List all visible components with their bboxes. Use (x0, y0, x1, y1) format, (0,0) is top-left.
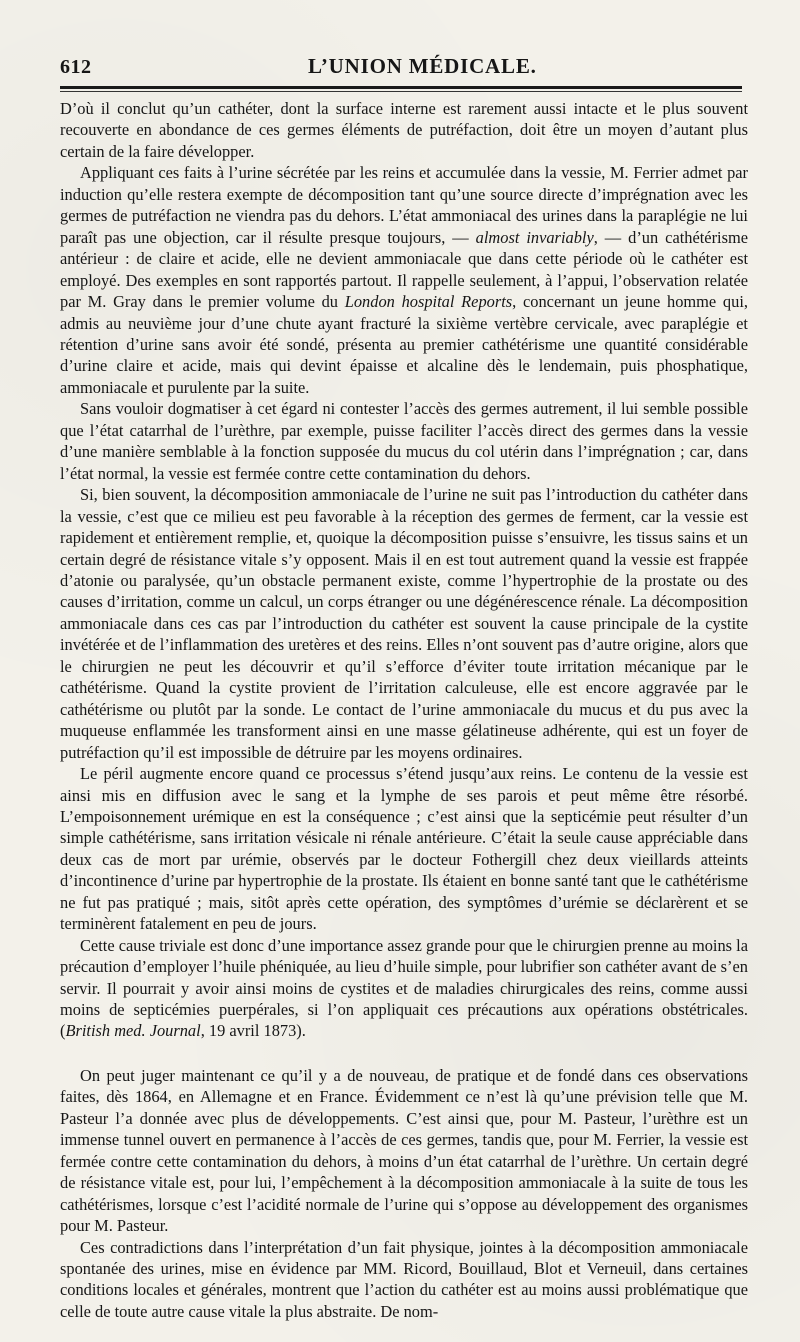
paragraph-2-italic-2: London hospital Reports (344, 292, 513, 312)
section-gap (60, 1042, 748, 1065)
paragraph-2-part-3: , concernant un jeune homme qui, admis au neuvième jour d’une chute ayant fracturé la sixième vertèbre cervicale, avec paraplégie et rétention d’urine sans avoir été sondé, présenta au premier cathétérisme une quantité considérable d’urine claire et acide, mais qui devint épaisse et alcaline dès le lendemain, puis phosphatique, ammoniacale et purulente par la suite. (60, 292, 748, 397)
paragraph-2-italic-1: almost invariably (475, 227, 594, 247)
paragraph-2 (60, 162, 748, 398)
paragraph-1: D’où il conclut qu’un cathéter, dont la surface interne est rarement aussi intacte et le plus souvent recouverte en abondance de ces germes éléments de putréfaction, doit être un moyen d’autant plus certain de la faire développer. (60, 99, 748, 161)
paragraph-3: Sans vouloir dogmatiser à cet égard ni contester l’accès des germes autrement, il lui semble possible que l’état catarrhal de l’urèthre, par exemple, puisse faciliter l’accès direct des germes dans la vessie d’une manière semblable à la fonction supposée du mucus du col utérin dans l’imprégnation ; car, dans l’état normal, la vessie est fermée contre cette contamination du dehors. (60, 399, 748, 483)
commentary-block (60, 1065, 748, 1322)
page-number: 612 (60, 56, 92, 78)
page-header (60, 52, 742, 89)
journal-title: L’UNION MÉDICALE. (308, 54, 537, 78)
paragraph-6-part-1: Cette cause triviale est donc d’une importance assez grande pour que le chirurgien prenne au moins la précaution d’employer l’huile phéniquée, au lieu d’huile simple, pour lubrifier son cathéter avant de s’en servir. Il pourrait y avoir ainsi moins de cystites et de maladies chirurgicales des reins, comme aussi moins de septicémies puerpérales, si l’on appliquait ces précautions aux opérations obstétricales. ( (60, 935, 748, 1041)
paragraph-6 (60, 935, 748, 1042)
paragraph-7: On peut juger maintenant ce qu’il y a de nouveau, de pratique et de fondé dans ces observations faites, dès 1864, en Allemagne et en France. Évidemment ce n’est là qu’une prévision telle que M. Pasteur l’a donnée avec plus de développements. C’est ainsi que, pour M. Pasteur, l’urèthre est un immense tunnel ouvert en permanence à l’accès de ces germes, tandis que, pour M. Ferrier, la vessie est fermée contre cette contamination du dehors, à moins d’un état catarrhal de l’urèthre. Un certain degré de résistance vitale est, pour lui, l’empêchement à la décomposition ammoniacale à la suite de tous les cathétérismes, lorsque c’est l’acidité normale de l’urine qui s’oppose au développement des organismes pour M. Pasteur. (60, 1065, 748, 1236)
paragraph-2-part-1: Appliquant ces faits à l’urine sécrétée par les reins et accumulée dans la vessie, M. Ferrier admet par induction qu’elle restera exempte de décomposition tant qu’une source directe d’imprégnation avec les germes de putréfaction ne viendra pas du dehors. L’état ammoniacal des urines dans la paraplégie ne lui paraît pas une objection, car il résulte presque toujours, — (60, 163, 748, 247)
paragraph-6-italic: British med. Journal (65, 1021, 201, 1041)
paragraph-8: Ces contradictions dans l’interprétation d’un fait physique, jointes à la décomposition ammoniacale spontanée des urines, mise en évidence par MM. Ricord, Bouillaud, Blot et Verneuil, dans certaines conditions locales et générales, montrent que l’action du cathéter est au moins aussi problématique que celle de toute autre cause vitale la plus abstraite. De nom- (60, 1237, 748, 1321)
paragraph-6-part-2: , 19 avril 1873). (200, 1021, 306, 1041)
article-body (60, 98, 748, 1322)
paragraph-5: Le péril augmente encore quand ce processus s’étend jusqu’aux reins. Le contenu de la vessie est ainsi mis en diffusion avec le sang et la lymphe de ses parois et peut même être résorbé. L’empoisonnement urémique en est la conséquence ; c’est ainsi que la septicémie peut résulter d’un simple cathétérisme, sans irritation vésicale ni rénale antérieure. C’était la seule cause appréciable dans deux cas de mort par urémie, observés par le docteur Fothergill chez deux vieillards atteints d’incontinence d’urine par hypertrophie de la prostate. Ils étaient en bonne santé tant que le cathétérisme ne fut pas pratiqué ; mais, sitôt après cette opération, des symptômes d’urémie se déclarèrent et se terminèrent fatalement en peu de jours. (60, 764, 748, 934)
paragraph-2-part-2: , — d’un cathétérisme antérieur : de claire et acide, elle ne devient ammoniacale que dans cette période où le cathéter est employé. Des exemples en sont rapportés partout. Il rappelle seulement, à l’appui, l’observation relatée par M. Gray dans le premier volume du (60, 227, 748, 312)
paragraph-4: Si, bien souvent, la décomposition ammoniacale de l’urine ne suit pas l’introduction du cathéter dans la vessie, c’est que ce milieu est peu favorable à la réception des germes de ferment, car la vessie est rapidement et entièrement remplie, et, quoique la décomposition puisse s’ensuivre, les tissus sains et un certain degré de résistance vitale s’y opposent. Mais il en est tout autrement quand la vessie est frappée d’atonie ou paralysée, qu’un obstacle permanent existe, comme l’hypertrophie de la prostate ou des causes d’irritation, comme un calcul, un corps étranger ou une dégénérescence rénale. La décomposition ammoniacale dans ces cas par l’introduction du cathéter est souvent la cause principale de la cystite invétérée et de l’inflammation des uretères et des reins. Elles n’ont souvent pas d’autre origine, alors que le chirurgien ne peut les découvrir et qu’il s’efforce d’éviter toute irritation mécanique par le cathétérisme. Quand la cystite provient de l’irritation calculeuse, elle est encore aggravée par le cathétérisme ou plutôt par la sonde. Le contact de l’urine ammoniacale du mucus et du pus avec la muqueuse enflammée les transforment ainsi en une masse gélatineuse adhérente, qui est un foyer de putréfaction qu’il est impossible de détruire par les moyens ordinaires. (60, 485, 748, 762)
